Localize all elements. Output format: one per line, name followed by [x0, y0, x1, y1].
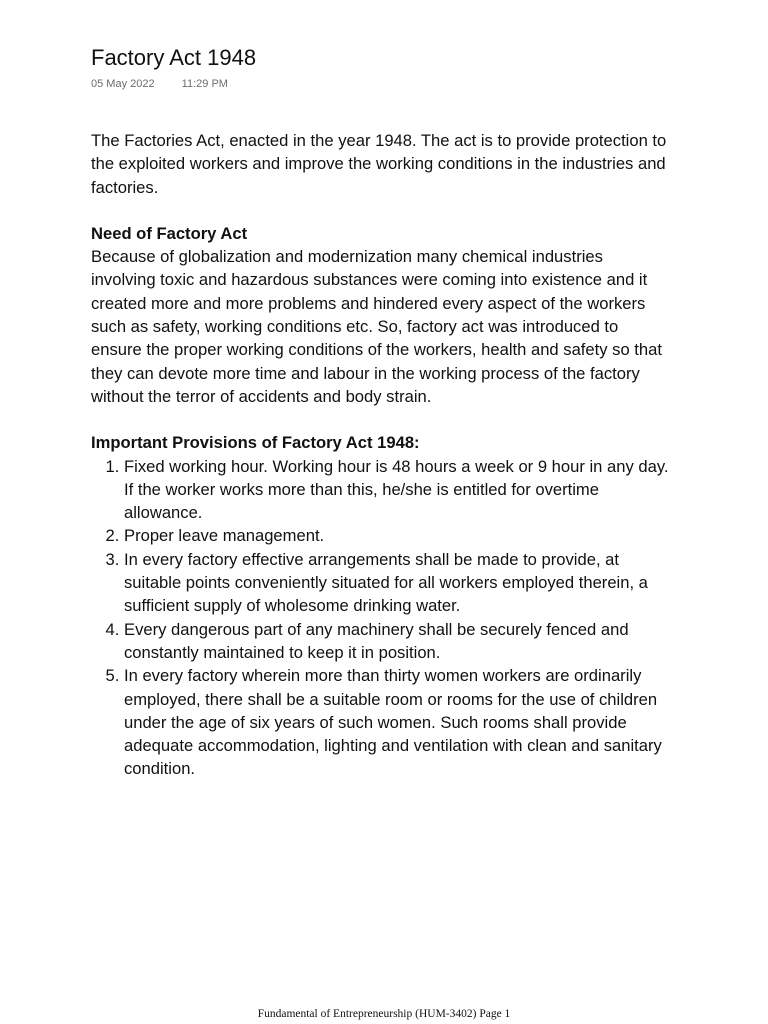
intro-paragraph: The Factories Act, enacted in the year 1948. The act is to provide protection to the exploited workers and improve the working conditions in the industries and factories.	[91, 131, 667, 197]
note-date: 05 May 2022	[91, 78, 155, 90]
list-item: 3. In every factory effective arrangements shall be made to provide, at suitable points conveniently situated for all workers employed therein, a sufficient supply of wholesome drinking water.	[124, 548, 671, 618]
list-item: 1. Fixed working hour. Working hour is 48 hours a week or 9 hour in any day. If the worker works more than this, he/she is entitled for overtime allowance.	[124, 455, 671, 525]
note-time: 11:29 PM	[181, 78, 228, 90]
list-item: 2. Proper leave management.	[124, 524, 671, 547]
need-heading: Need of Factory Act	[91, 223, 248, 243]
note-timestamp	[91, 77, 228, 91]
page-title: Factory Act 1948	[91, 45, 257, 70]
list-item: 5. In every factory wherein more than thirty women workers are ordinarily employed, there shall be a suitable room or rooms for the use of children under the age of six years of such women. Such rooms shall provide adequate accommodation, lighting and ventilation with clean and sanitary condition.	[124, 664, 671, 780]
provisions-list	[91, 455, 671, 781]
document-body	[91, 129, 671, 781]
list-item: 4. Every dangerous part of any machinery shall be securely fenced and constantly maintained to keep it in position.	[124, 618, 671, 665]
need-paragraph: Because of globalization and modernization many chemical industries involving toxic and hazardous substances were coming into existence and it created more and more problems and hindered every aspect of the workers such as safety, working conditions etc. So, factory act was introduced to ensure the proper working conditions of the workers, health and safety so that they can devote more time and labour in the working process of the factory without the terror of accidents and body strain.	[91, 247, 662, 406]
provisions-heading: Important Provisions of Factory Act 1948:	[91, 433, 420, 453]
page-footer: Fundamental of Entrepreneurship (HUM-3402) Page 1	[257, 1008, 511, 1020]
